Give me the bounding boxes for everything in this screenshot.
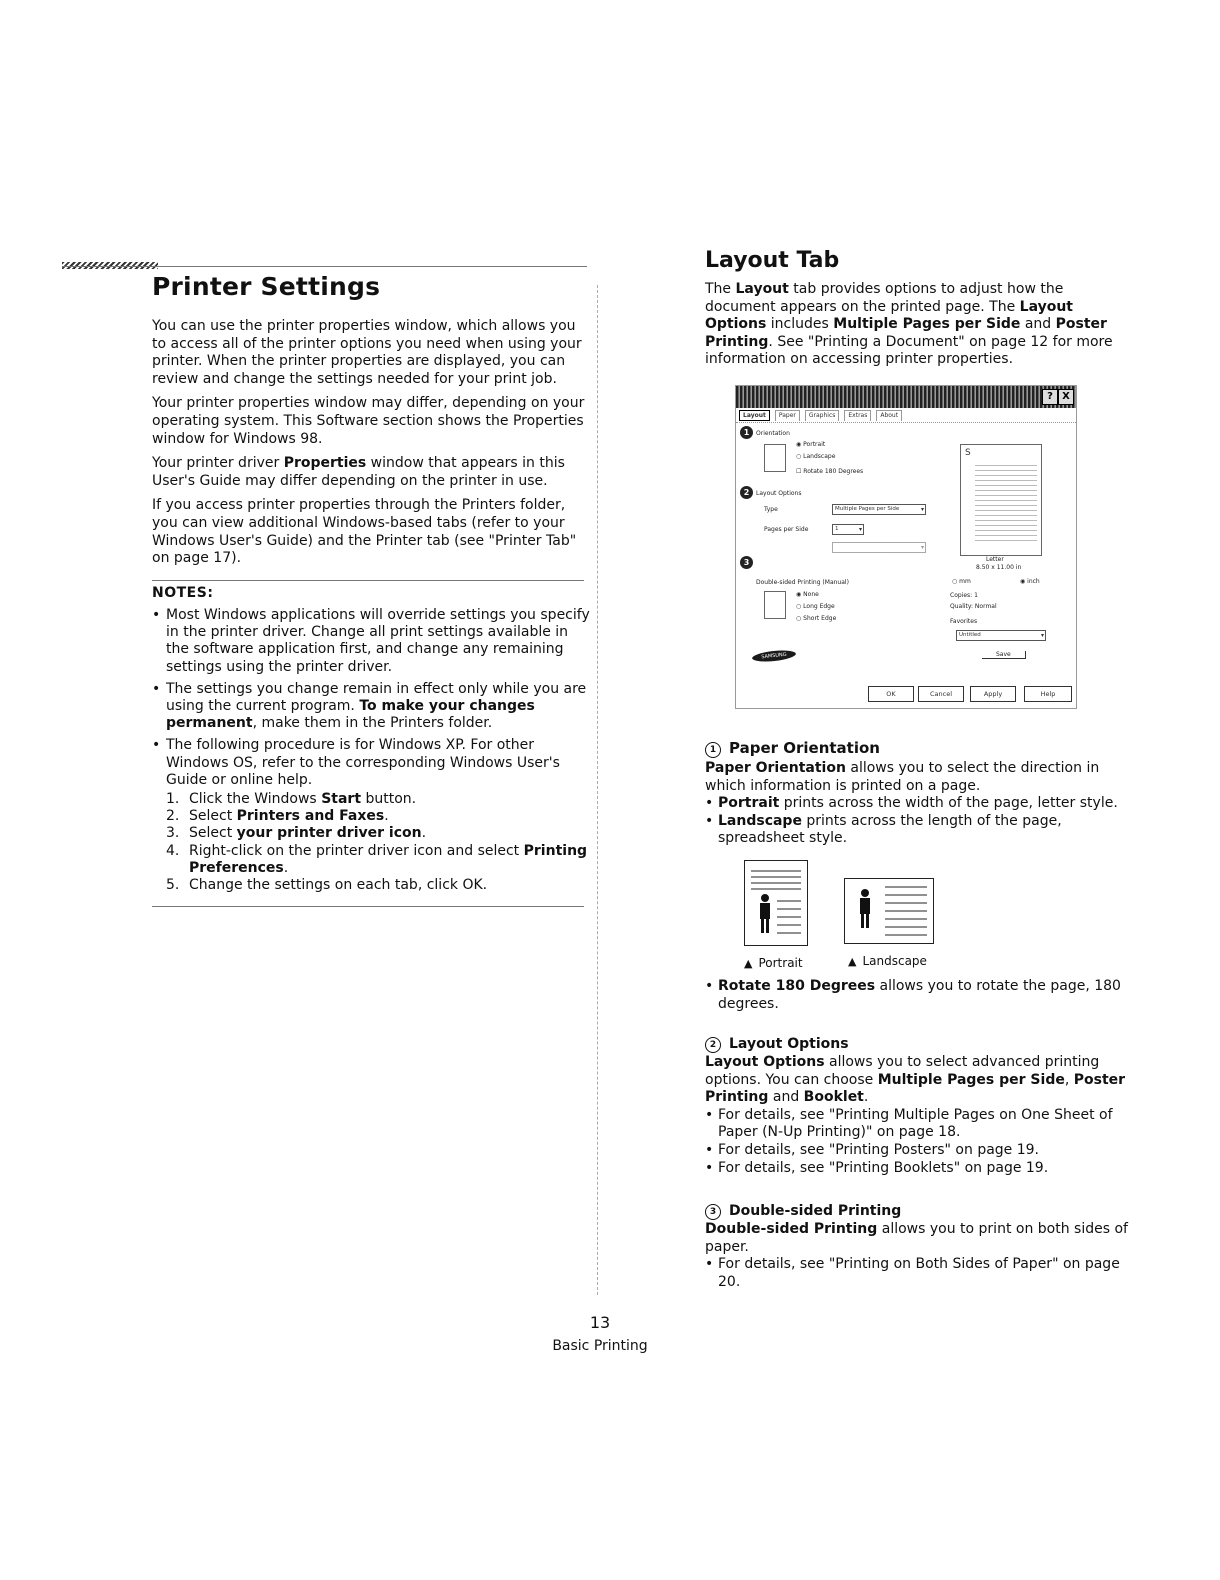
tab-layout[interactable]: Layout: [739, 410, 770, 421]
layout-options-label: Layout Options: [756, 490, 802, 497]
list-item: • Rotate 180 Degrees allows you to rotate the page, 180 degrees.: [705, 978, 1135, 1013]
layout-intro: The Layout tab provides options to adjust how the document appears on the printed page. The Layout Options includes Multiple Pages per Side and Poster Printing. See "Printing a Document" on page 12 for more information on accessing printer properties.: [705, 281, 1113, 368]
preview-lines: [975, 465, 1037, 545]
orientation-preview-icon: [764, 444, 786, 472]
duplex-short-edge-radio[interactable]: ○ Short Edge: [796, 615, 837, 622]
tab-divider: [736, 422, 1076, 423]
step-item: 4. Right-click on the printer driver icon and select Printing Preferences.: [166, 842, 588, 876]
page-preview: [960, 444, 1042, 556]
paper-orientation-section: [705, 739, 1135, 848]
step-item: 5. Change the settings on each tab, click OK.: [166, 877, 488, 894]
note-item: • Most Windows applications will override settings you specify in the printer driver. Change all print settings available in the software application first, and change any remaining settings using the printer driver.: [152, 607, 592, 676]
disabled-select: [832, 542, 926, 553]
footer-label: Basic Printing: [552, 1338, 648, 1354]
notes-rule: [152, 580, 584, 581]
triangle-icon: ▲: [848, 955, 857, 968]
number-2-icon: 2: [705, 1037, 721, 1053]
header-rule: [62, 266, 587, 267]
double-sided-body: Double-sided Printing allows you to print on both sides of paper.: [705, 1221, 1128, 1255]
layout-options-bullets: [705, 1107, 1135, 1177]
intro-paragraph-3: Your printer driver Properties window that appears in this User's Guide may differ depending on the printer in use.: [152, 455, 565, 489]
orientation-bullets: [705, 795, 1135, 848]
intro-paragraph-1: You can use the printer properties window, which allows you to access all of the printer options you need when using your printer. When the printer properties are displayed, you can review and change the settings needed for your print job.: [152, 318, 582, 387]
portrait-caption: ▲ Portrait: [744, 956, 803, 970]
notes-bottom-rule: [152, 906, 584, 907]
dialog-title-bar: [736, 386, 1076, 408]
page-title: Printer Settings: [152, 272, 381, 301]
pages-per-side-label: Pages per Side: [764, 526, 809, 533]
layout-options-heading: 2 Layout Options: [705, 1036, 1135, 1053]
unit-inch-radio[interactable]: ◉ inch: [1020, 578, 1040, 585]
pages-per-side-select[interactable]: 1 ▾: [832, 524, 864, 535]
page-number: 13: [589, 1313, 611, 1332]
list-item: • Landscape prints across the length of the page, spreadsheet style.: [705, 813, 1135, 848]
apply-button[interactable]: Apply: [970, 686, 1016, 702]
notes-list: [152, 607, 592, 899]
rotate-bullet: [705, 978, 1135, 1013]
favorites-label: Favorites: [950, 618, 978, 625]
type-label: Type: [764, 506, 778, 513]
samsung-logo: SAMSUNG: [752, 649, 797, 664]
preview-letter-s: S: [965, 448, 971, 458]
paper-orientation-heading: 1 Paper Orientation: [705, 739, 1135, 758]
tab-extras[interactable]: Extras: [844, 410, 871, 421]
dialog-tabs: [739, 410, 902, 421]
help-button[interactable]: Help: [1024, 686, 1072, 702]
intro-paragraph-4: If you access printer properties through the Printers folder, you can view additional Windows-based tabs (refer to your Windows User's Guide) and the Printer tab (see "Printer Tab" on page 17).: [152, 497, 577, 567]
paper-name: Letter: [986, 556, 1004, 563]
unit-mm-radio[interactable]: ○ mm: [952, 578, 971, 585]
favorites-select[interactable]: Untitled ▾: [956, 630, 1046, 641]
ok-button[interactable]: OK: [868, 686, 914, 702]
portrait-figure: [744, 860, 808, 946]
step-item: 2. Select Printers and Faxes.: [166, 808, 389, 825]
step-item: 1. Click the Windows Start button.: [166, 791, 417, 808]
landscape-figure: [844, 878, 934, 944]
double-sided-bullets: [705, 1256, 1135, 1291]
duplex-group-label: Double-sided Printing (Manual): [756, 579, 849, 586]
landscape-caption: ▲ Landscape: [848, 954, 927, 968]
callout-1-icon: 1: [740, 426, 753, 439]
cancel-button[interactable]: Cancel: [918, 686, 964, 702]
rotate-checkbox[interactable]: ☐ Rotate 180 Degrees: [796, 468, 864, 475]
triangle-icon: ▲: [744, 957, 753, 970]
layout-options-section: [705, 1036, 1135, 1177]
landscape-radio[interactable]: ○ Landscape: [796, 453, 836, 460]
section-title: Layout Tab: [705, 248, 840, 273]
copies-text: Copies: 1: [950, 592, 978, 599]
notes-title: NOTES:: [152, 585, 214, 601]
tab-about[interactable]: About: [876, 410, 902, 421]
list-item: • For details, see "Printing Posters" on page 19.: [705, 1142, 1135, 1160]
duplex-long-edge-radio[interactable]: ○ Long Edge: [796, 603, 835, 610]
callout-2-icon: 2: [740, 486, 753, 499]
list-item: • For details, see "Printing on Both Sides of Paper" on page 20.: [705, 1256, 1135, 1291]
duplex-preview-icon: [764, 591, 786, 619]
double-sided-section: [705, 1203, 1135, 1291]
close-button[interactable]: X: [1058, 389, 1074, 405]
save-button[interactable]: Save: [982, 651, 1026, 659]
printer-properties-dialog: [735, 385, 1077, 709]
orientation-group-label: Orientation: [756, 430, 790, 437]
number-3-icon: 3: [705, 1204, 721, 1220]
intro-text: [152, 318, 592, 575]
list-item: • Portrait prints across the width of the page, letter style.: [705, 795, 1135, 813]
paper-orientation-body: Paper Orientation allows you to select the direction in which information is printed on a page.: [705, 760, 1100, 794]
layout-options-body: Layout Options allows you to select advanced printing options. You can choose Multiple Pages per Side, Poster Printing and Booklet.: [705, 1054, 1126, 1106]
paper-size: 8.50 x 11.00 in: [976, 564, 1022, 571]
list-item: • For details, see "Printing Multiple Pages on One Sheet of Paper (N-Up Printing)" on page 18.: [705, 1107, 1135, 1142]
tab-graphics[interactable]: Graphics: [805, 410, 840, 421]
note-item: • The following procedure is for Windows XP. For other Windows OS, refer to the corresponding Windows User's Guide or online help. 1. Click the Windows Start button. 2. Select Printers and Faxes. 3. Select your printer driver icon. 4. Right-click on the printer driver icon and select Printing Preferences. 5. Change the settings on each tab, click OK.: [152, 737, 592, 894]
portrait-person-icon: [745, 861, 807, 945]
note-item: • The settings you change remain in effect only while you are using the current program. To make your changes permanent, make them in the Printers folder.: [152, 681, 592, 733]
tab-paper[interactable]: Paper: [775, 410, 800, 421]
steps-list: [166, 791, 592, 894]
intro-paragraph-2: Your printer properties window may differ, depending on your operating system. This Software section shows the Properties window for Windows 98.: [152, 395, 585, 447]
duplex-none-radio[interactable]: ◉ None: [796, 591, 819, 598]
list-item: • For details, see "Printing Booklets" on page 19.: [705, 1160, 1135, 1178]
quality-text: Quality: Normal: [950, 603, 997, 610]
double-sided-heading: 3 Double-sided Printing: [705, 1203, 1135, 1220]
help-question-button[interactable]: ?: [1042, 389, 1058, 405]
landscape-person-icon: [845, 879, 933, 943]
portrait-radio[interactable]: ◉ Portrait: [796, 441, 826, 448]
step-item: 3. Select your printer driver icon.: [166, 825, 427, 842]
callout-3-icon: 3: [740, 556, 753, 569]
column-divider: [597, 285, 598, 1295]
number-1-icon: 1: [705, 742, 721, 758]
type-select[interactable]: Multiple Pages per Side ▾: [832, 504, 926, 515]
